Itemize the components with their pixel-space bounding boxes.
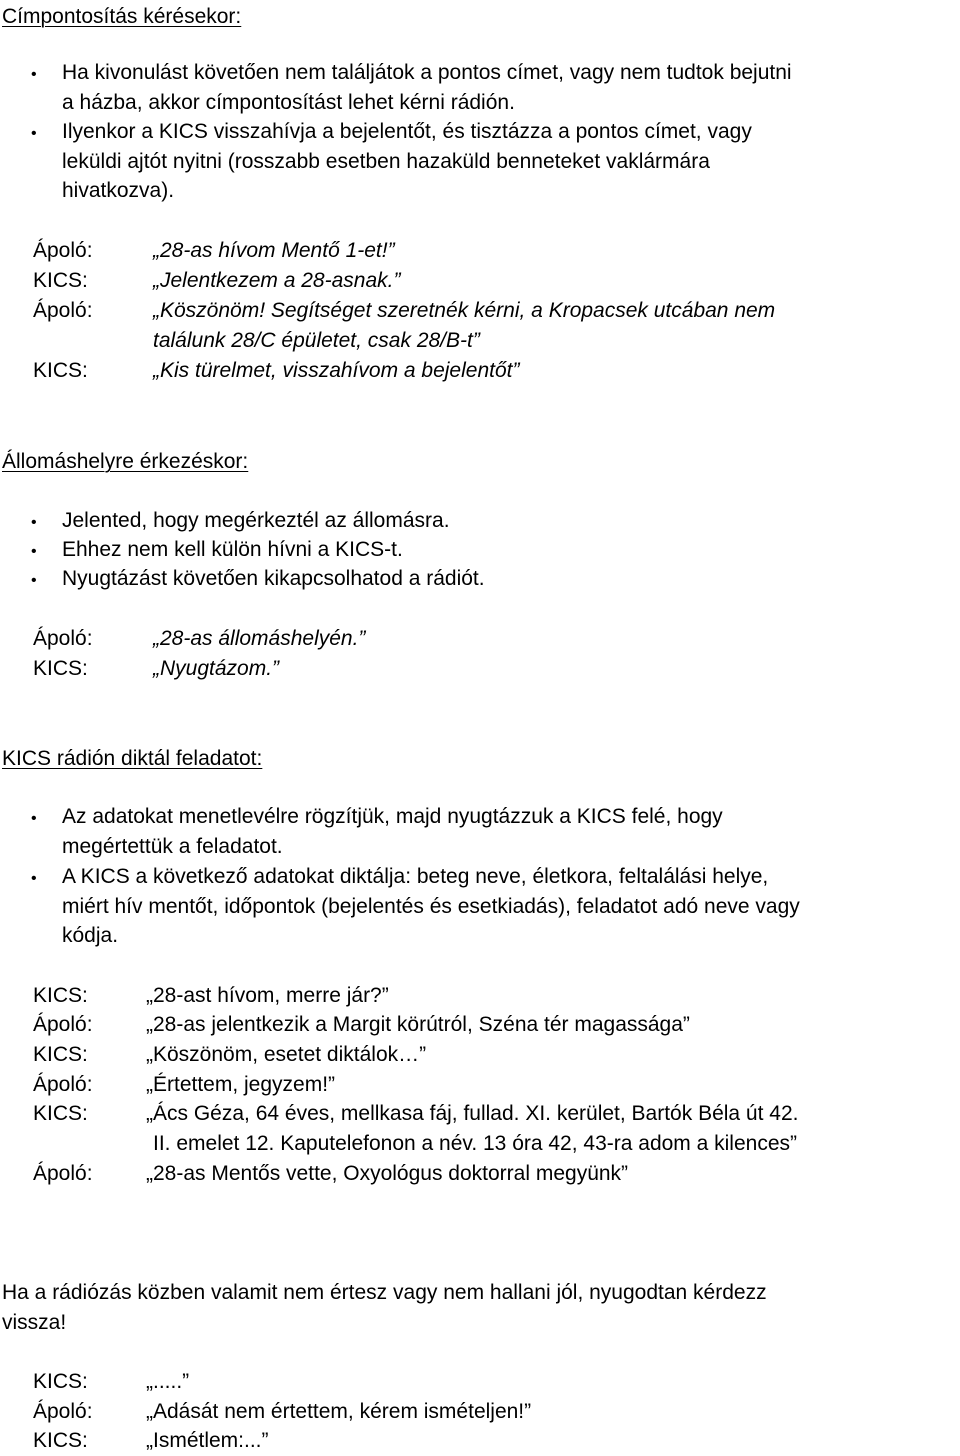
dialog-speaker: KICS: <box>33 657 88 680</box>
bullet-line: Az adatokat menetlevélre rögzítjük, majd nyugtázzuk a KICS felé, hogy <box>62 805 723 828</box>
bullet-text <box>62 862 952 951</box>
dialog-speaker: KICS: <box>33 1429 88 1452</box>
section-heading-task-dictation: KICS rádión diktál feladatot: <box>2 747 263 770</box>
bullet-line: leküldi ajtót nyitni (rosszabb esetben hazaküld benneteket vaklármára <box>62 149 710 173</box>
bullet-text <box>62 58 952 117</box>
bullet-icon: • <box>31 572 37 589</box>
dialog-speaker: Ápoló: <box>33 239 93 262</box>
dialog-line: „Értettem, jegyzem!” <box>146 1073 336 1096</box>
bullet-icon: • <box>31 125 37 142</box>
bullet-icon: • <box>31 66 37 83</box>
section-heading-station-arrival: Állomáshelyre érkezéskor: <box>2 450 249 473</box>
bullet-line: hivatkozva). <box>62 179 175 202</box>
dialog-line: „Ismétlem:...” <box>146 1429 269 1452</box>
dialog-line: „Köszönöm! Segítséget szeretnék kérni, a Kropacsek utcában nem <box>153 299 776 322</box>
dialog-line: „28-as jelentkezik a Margit körútról, Széna tér magassága” <box>146 1013 690 1036</box>
dialog-speaker: Ápoló: <box>33 1400 93 1423</box>
bullet-text <box>62 802 952 861</box>
dialog-line: találunk 28/C épületet, csak 28/B-t” <box>153 329 480 352</box>
dialog-speaker: KICS: <box>33 984 88 1007</box>
dialog-line: „Köszönöm, esetet diktálok…” <box>146 1043 427 1066</box>
dialog-speaker: KICS: <box>33 269 88 292</box>
bullet-icon: • <box>31 514 37 531</box>
dialog-line: „Nyugtázom.” <box>153 657 280 680</box>
bullet-icon: • <box>31 543 37 560</box>
bullet-text: Ehhez nem kell külön hívni a KICS-t. <box>62 538 403 561</box>
section-heading-address-clarification: Címpontosítás kérésekor: <box>2 5 242 28</box>
bullet-line: kódja. <box>62 924 119 947</box>
bullet-text: Nyugtázást követően kikapcsolhatod a rádiót. <box>62 567 485 590</box>
dialog-line: „Kis türelmet, visszahívom a bejelentőt” <box>153 359 520 382</box>
dialog-line: „Adását nem értettem, kérem ismételjen!” <box>146 1400 532 1423</box>
dialog-speaker: KICS: <box>33 1043 88 1066</box>
dialog-speaker: Ápoló: <box>33 1162 93 1185</box>
bullet-line: a házba, akkor címpontosítást lehet kérni rádión. <box>62 90 515 114</box>
dialog-line: „28-ast hívom, merre jár?” <box>146 984 389 1007</box>
bullet-line: miért hív mentőt, időpontok (bejelentés és esetkiadás), feladatot adó neve vagy <box>62 894 800 918</box>
dialog-line: „Ács Géza, 64 éves, mellkasa fáj, fullad. XI. kerület, Bartók Béla út 42. <box>146 1102 799 1125</box>
dialog-speaker: Ápoló: <box>33 627 93 650</box>
closing-paragraph <box>2 1278 952 1337</box>
dialog-line: „Jelentkezem a 28-asnak.” <box>153 269 401 292</box>
dialog-speaker: KICS: <box>33 1102 88 1125</box>
dialog-speaker: KICS: <box>33 359 88 382</box>
dialog-speaker: Ápoló: <box>33 1073 93 1096</box>
bullet-line: Ha kivonulást követően nem találjátok a pontos címet, vagy nem tudtok bejutni <box>62 61 792 84</box>
bullet-text <box>62 117 952 206</box>
bullet-line: megértettük a feladatot. <box>62 834 283 858</box>
dialog-line: „28-as állomáshelyén.” <box>153 627 366 650</box>
bullet-line: A KICS a következő adatokat diktálja: beteg neve, életkora, feltalálási helye, <box>62 865 769 888</box>
dialog-line: „.....” <box>146 1370 190 1393</box>
dialog-speaker: Ápoló: <box>33 299 93 322</box>
dialog-line: „28-as hívom Mentő 1-et!” <box>153 239 395 262</box>
bullet-line: Ilyenkor a KICS visszahívja a bejelentőt, és tisztázza a pontos címet, vagy <box>62 120 752 143</box>
bullet-icon: • <box>31 810 37 827</box>
dialog-line: II. emelet 12. Kaputelefonon a név. 13 óra 42, 43-ra adom a kilences” <box>153 1132 798 1155</box>
dialog-speaker: Ápoló: <box>33 1013 93 1036</box>
bullet-icon: • <box>31 870 37 887</box>
dialog-line: „28-as Mentős vette, Oxyológus doktorral megyünk” <box>146 1162 629 1185</box>
paragraph-line: Ha a rádiózás közben valamit nem értesz vagy nem hallani jól, nyugodtan kérdezz <box>2 1281 767 1304</box>
dialog-speaker: KICS: <box>33 1370 88 1393</box>
paragraph-line: vissza! <box>2 1310 67 1334</box>
bullet-text: Jelented, hogy megérkeztél az állomásra. <box>62 509 450 532</box>
